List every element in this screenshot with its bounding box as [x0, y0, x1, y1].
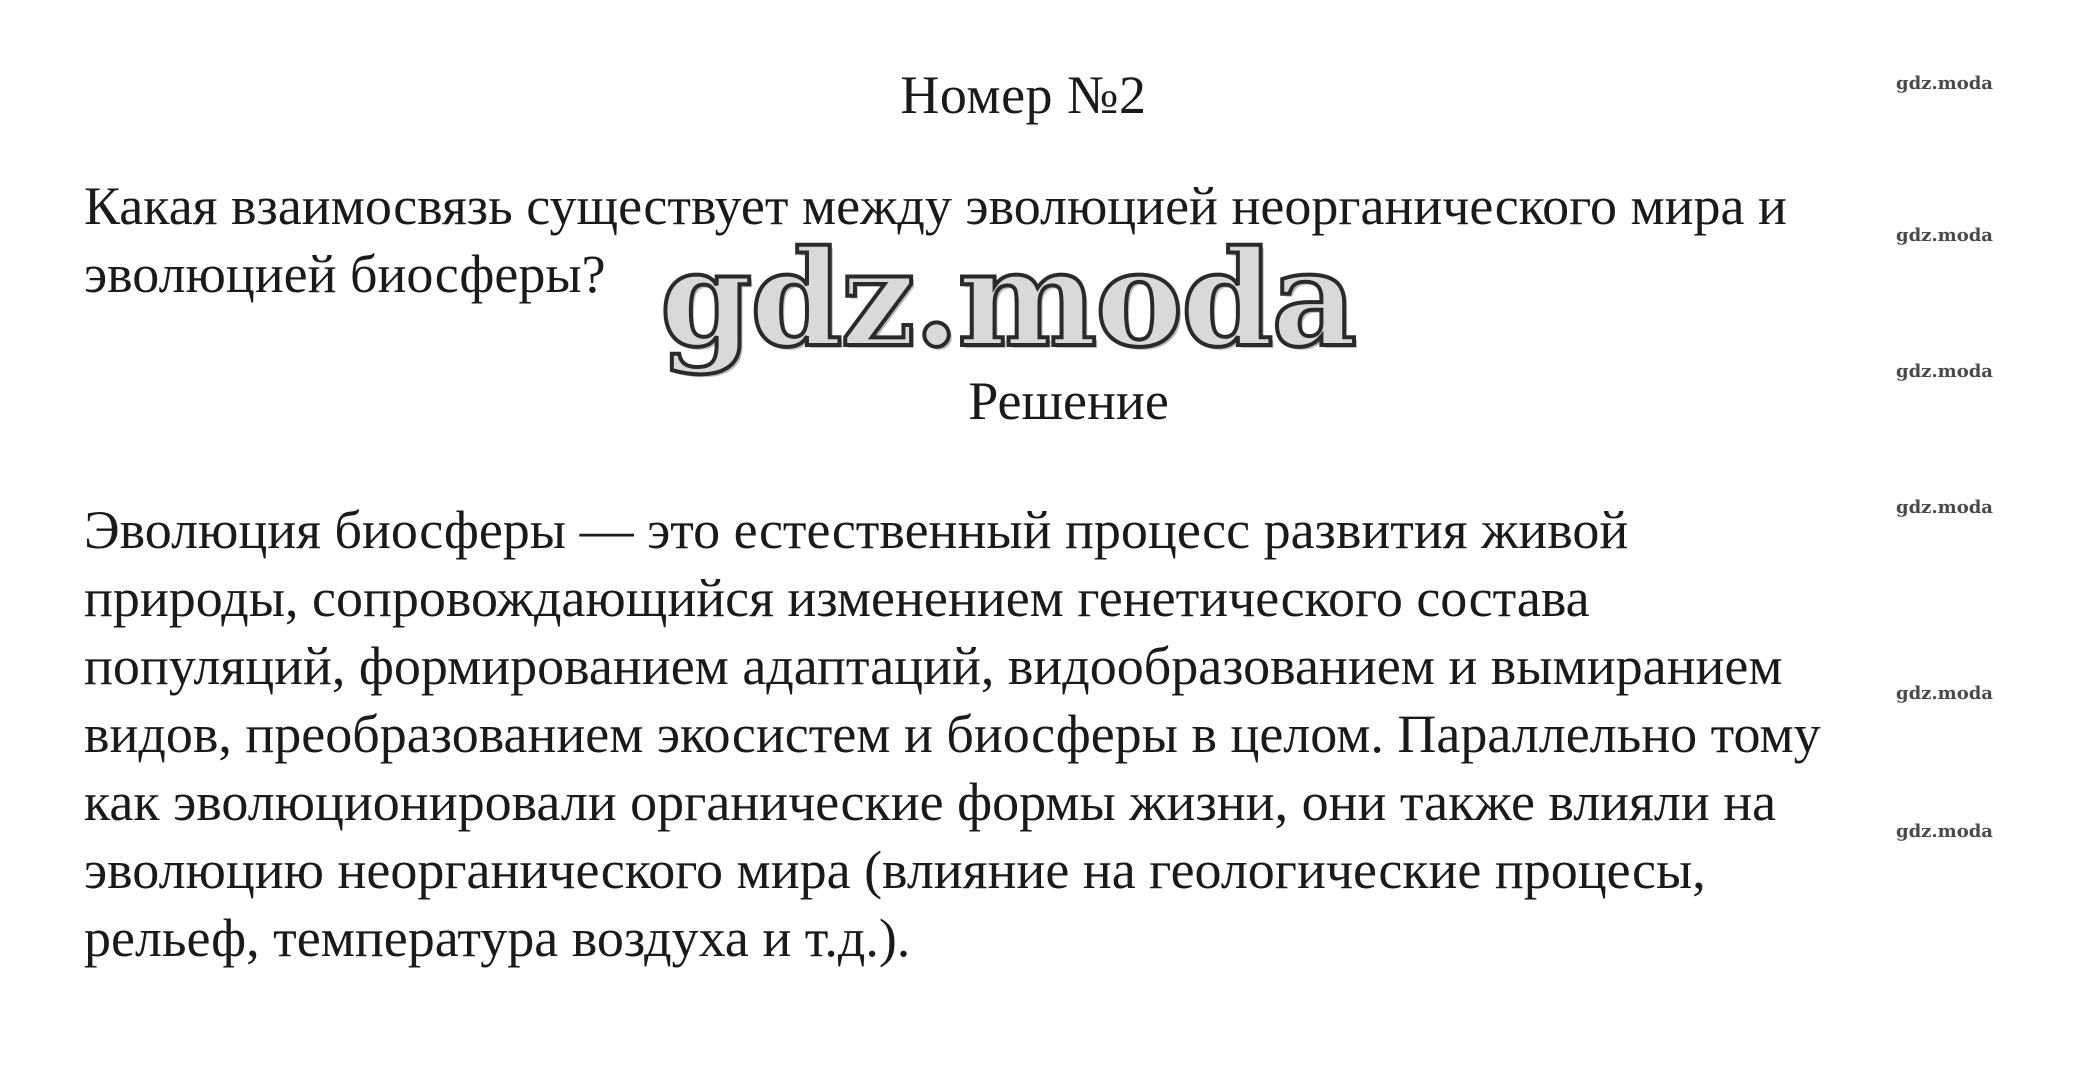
answer-line: природы, сопровождающийся изменением генетического состава	[84, 568, 1590, 628]
solution-heading: Решение	[968, 371, 1169, 431]
answer-line: как эволюционировали органические формы жизни, они также влияли на	[84, 772, 1777, 832]
answer-line: видов, преобразованием экосистем и биосферы в целом. Параллельно тому	[84, 704, 1821, 764]
answer-text	[84, 496, 2044, 972]
watermark-logo: gdz.moda	[660, 222, 1356, 377]
watermark-small: gdz.moda	[1896, 361, 1993, 382]
answer-line: эволюцию неорганического мира (влияние на геологические процесы,	[84, 840, 1706, 900]
answer-line: рельеф, температура воздуха и т.д.).	[84, 908, 911, 968]
question-text	[84, 172, 2014, 308]
watermark-small: gdz.moda	[1896, 225, 1993, 246]
watermark-small: gdz.moda	[1896, 73, 1993, 94]
watermark-small: gdz.moda	[1896, 821, 1993, 842]
watermark-small: gdz.moda	[1896, 683, 1993, 704]
watermark-small: gdz.moda	[1896, 497, 1993, 518]
question-line: эволюцией биосферы?	[84, 244, 606, 304]
answer-line: популяций, формированием адаптаций, видообразованием и вымиранием	[84, 636, 1783, 696]
page-title: Номер №2	[900, 65, 1147, 125]
answer-line: Эволюция биосферы — это естественный процесс развития живой	[84, 500, 1629, 560]
question-line: Какая взаимосвязь существует между эволюцией неорганического мира и	[84, 176, 1787, 236]
